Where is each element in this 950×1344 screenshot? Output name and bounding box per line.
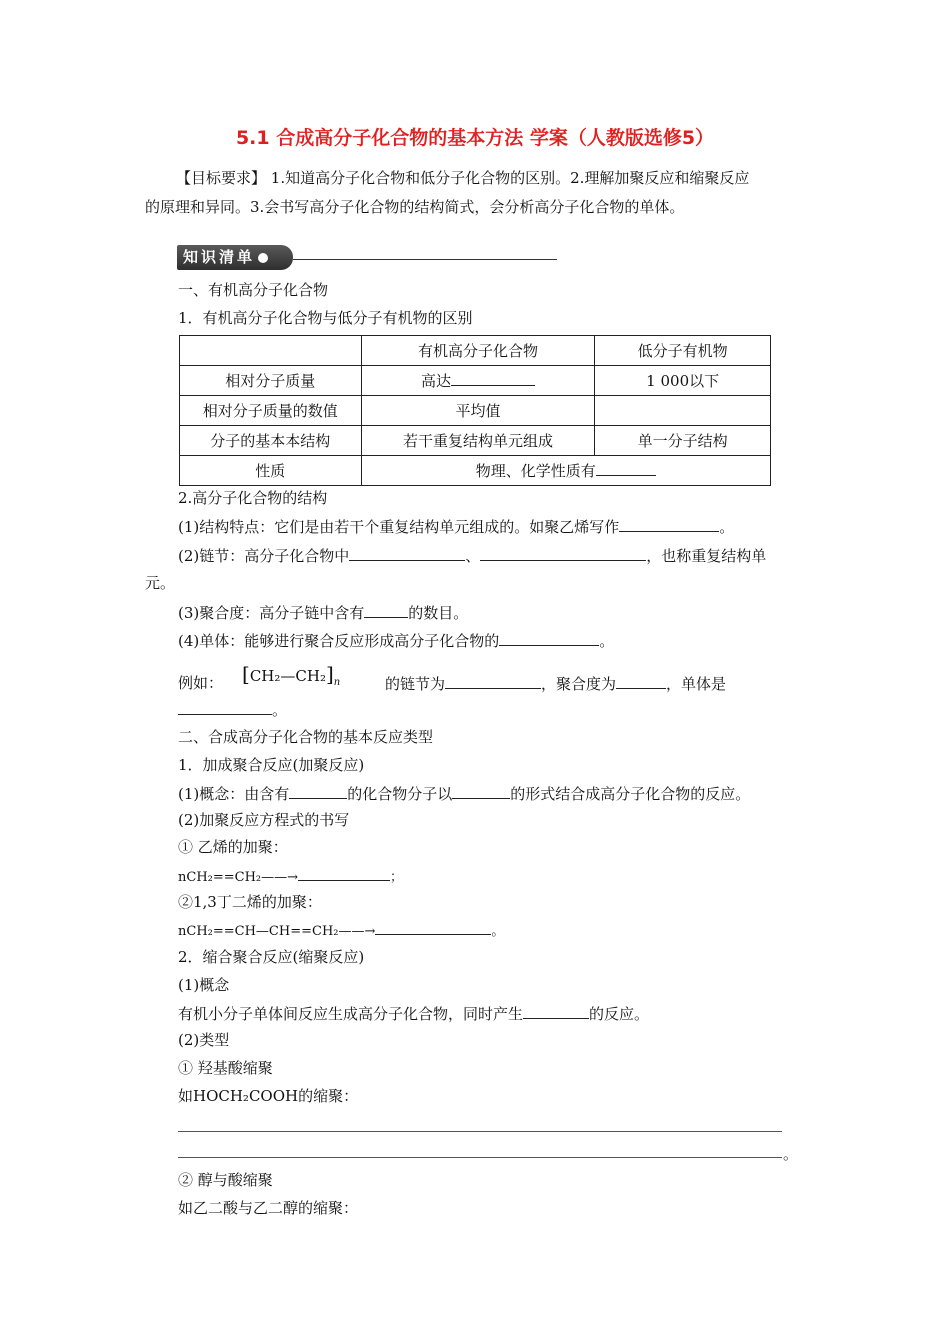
para-text: (3)聚合度：高分子链中含有 [178, 604, 365, 622]
table-row [180, 366, 771, 396]
table-cell-merged [361, 456, 770, 486]
para-text: 、 [465, 547, 481, 565]
goal-text-1: 1.知道高分子化合物和低分子化合物的区别。2.理解加聚反应和缩聚反应 [266, 169, 750, 187]
banner-label: 知识清单 [183, 248, 256, 266]
item-hydroxy-acid-text: 如HOCH₂COOH的缩聚： [178, 1087, 359, 1105]
table-cell: 分子的基本本结构 [180, 426, 362, 456]
section-1-heading: 一、有机高分子化合物 [178, 281, 329, 299]
goal-line-2: 的原理和异同。3.会书写高分子化合物的结构简式，会分析高分子化合物的单体。 [145, 198, 685, 216]
para-chain-unit [178, 546, 766, 565]
example-text [385, 674, 726, 693]
para-structure [178, 517, 734, 536]
item-butadiene: ②1,3丁二烯的加聚： [178, 893, 322, 911]
bullet-icon [258, 253, 268, 263]
example-text-cont [178, 700, 287, 719]
table-cell: 平均值 [361, 396, 595, 426]
para-text: (1)结构特点：它们是由若干个重复结构单元组成的。如聚乙烯写作 [178, 518, 620, 536]
table-header-row [180, 336, 771, 366]
answer-blank[interactable] [178, 700, 272, 715]
answer-blank[interactable] [375, 920, 491, 935]
para-text: ，也称重复结构单 [646, 547, 767, 565]
table-header-cell: 低分子有机物 [595, 336, 771, 366]
answer-blank[interactable] [616, 674, 666, 689]
equation-ethylene [178, 866, 403, 887]
para-text: (4)单体：能够进行聚合反应形成高分子化合物的 [178, 632, 500, 650]
page-title: 5.1 合成高分子化合物的基本方法 学案（人教版选修5） [235, 127, 715, 149]
para-text: 的数目。 [408, 604, 469, 622]
item-ethylene: ① 乙烯的加聚： [178, 838, 288, 856]
answer-blank[interactable] [298, 866, 390, 881]
answer-line[interactable] [178, 1157, 782, 1158]
section-2-heading: 二、合成高分子化合物的基本反应类型 [178, 728, 434, 746]
table-cell: 若干重复结构单元组成 [361, 426, 595, 456]
punct: ； [390, 870, 404, 885]
punct: 。 [719, 518, 735, 536]
punct: 。 [599, 632, 615, 650]
table-cell: 相对分子质量 [180, 366, 362, 396]
para-addition-concept [178, 784, 750, 803]
table-header-cell [180, 336, 362, 366]
formula-subscript: n [333, 677, 341, 688]
para-text: 的形式结合成高分子化合物的反应。 [510, 785, 751, 803]
item-alcohol-acid: ② 醇与酸缩聚 [178, 1171, 273, 1189]
subsection-1-2: 2.高分子化合物的结构 [178, 489, 328, 507]
para-monomer [178, 631, 614, 650]
polyethylene-formula [242, 662, 340, 688]
para-text: 的链节为 [385, 675, 446, 693]
table-cell: 相对分子质量的数值 [180, 396, 362, 426]
para-text: ，聚合度为 [541, 675, 617, 693]
answer-blank[interactable] [452, 784, 510, 799]
table-cell: 单一分子结构 [595, 426, 771, 456]
answer-blank[interactable] [349, 546, 465, 561]
subsection-2-1: 1．加成聚合反应(加聚反应) [178, 756, 365, 774]
para-text: ，单体是 [666, 675, 727, 693]
para-condensation-concept [178, 1004, 649, 1023]
table-cell: 1 000以下 [595, 366, 771, 396]
formula-text: CH₂—CH₂ [249, 667, 326, 685]
answer-blank[interactable] [364, 603, 408, 618]
subsection-2-2: 2．缩合聚合反应(缩聚反应) [178, 948, 365, 966]
para-equation-writing: (2)加聚反应方程式的书写 [178, 811, 350, 829]
equation-butadiene [178, 920, 504, 941]
equation-text: nCH₂==CH—CH==CH₂——→ [178, 924, 376, 939]
bracket-left-icon: [ [242, 662, 250, 686]
para-concept-label: (1)概念 [178, 976, 230, 994]
table-header-cell: 有机高分子化合物 [361, 336, 595, 366]
table-row [180, 456, 771, 486]
para-text: (1)概念：由含有 [178, 785, 290, 803]
para-types-label: (2)类型 [178, 1031, 230, 1049]
punct: 。 [272, 701, 288, 719]
para-text: 有机小分子单体间反应生成高分子化合物，同时产生 [178, 1005, 524, 1023]
para-text: (2)链节：高分子化合物中 [178, 547, 350, 565]
table-cell-text: 物理、化学性质有 [475, 462, 596, 480]
answer-blank[interactable] [289, 784, 347, 799]
subsection-1-1: 1．有机高分子化合物与低分子有机物的区别 [178, 309, 473, 327]
equation-text: nCH₂==CH₂——→ [178, 870, 299, 885]
table-cell-text: 高达 [420, 372, 451, 390]
item-alcohol-acid-text: 如乙二酸与乙二醇的缩聚： [178, 1199, 359, 1217]
table-cell [361, 366, 595, 396]
table-cell [595, 396, 771, 426]
table-row [180, 426, 771, 456]
punct: 。 [783, 1145, 799, 1163]
table-row [180, 396, 771, 426]
para-degree [178, 603, 468, 622]
section-banner [177, 245, 293, 270]
answer-blank[interactable] [619, 517, 719, 532]
para-chain-unit-cont: 元。 [145, 574, 176, 592]
answer-line[interactable] [178, 1131, 782, 1132]
example-label: 例如： [178, 674, 224, 692]
answer-blank[interactable] [451, 371, 535, 386]
goal-line-1 [176, 169, 749, 187]
goal-label: 【目标要求】 [176, 169, 267, 187]
answer-blank[interactable] [480, 546, 646, 561]
para-text: 的反应。 [589, 1005, 650, 1023]
comparison-table [179, 335, 771, 486]
table-cell: 性质 [180, 456, 362, 486]
answer-blank[interactable] [596, 461, 656, 476]
answer-blank[interactable] [499, 631, 599, 646]
answer-blank[interactable] [523, 1004, 589, 1019]
para-text: 的化合物分子以 [347, 785, 453, 803]
item-hydroxy-acid: ① 羟基酸缩聚 [178, 1059, 273, 1077]
banner-rule [293, 259, 557, 260]
punct: 。 [491, 924, 505, 939]
bracket-right-icon: ] [325, 662, 334, 686]
answer-blank[interactable] [445, 674, 541, 689]
